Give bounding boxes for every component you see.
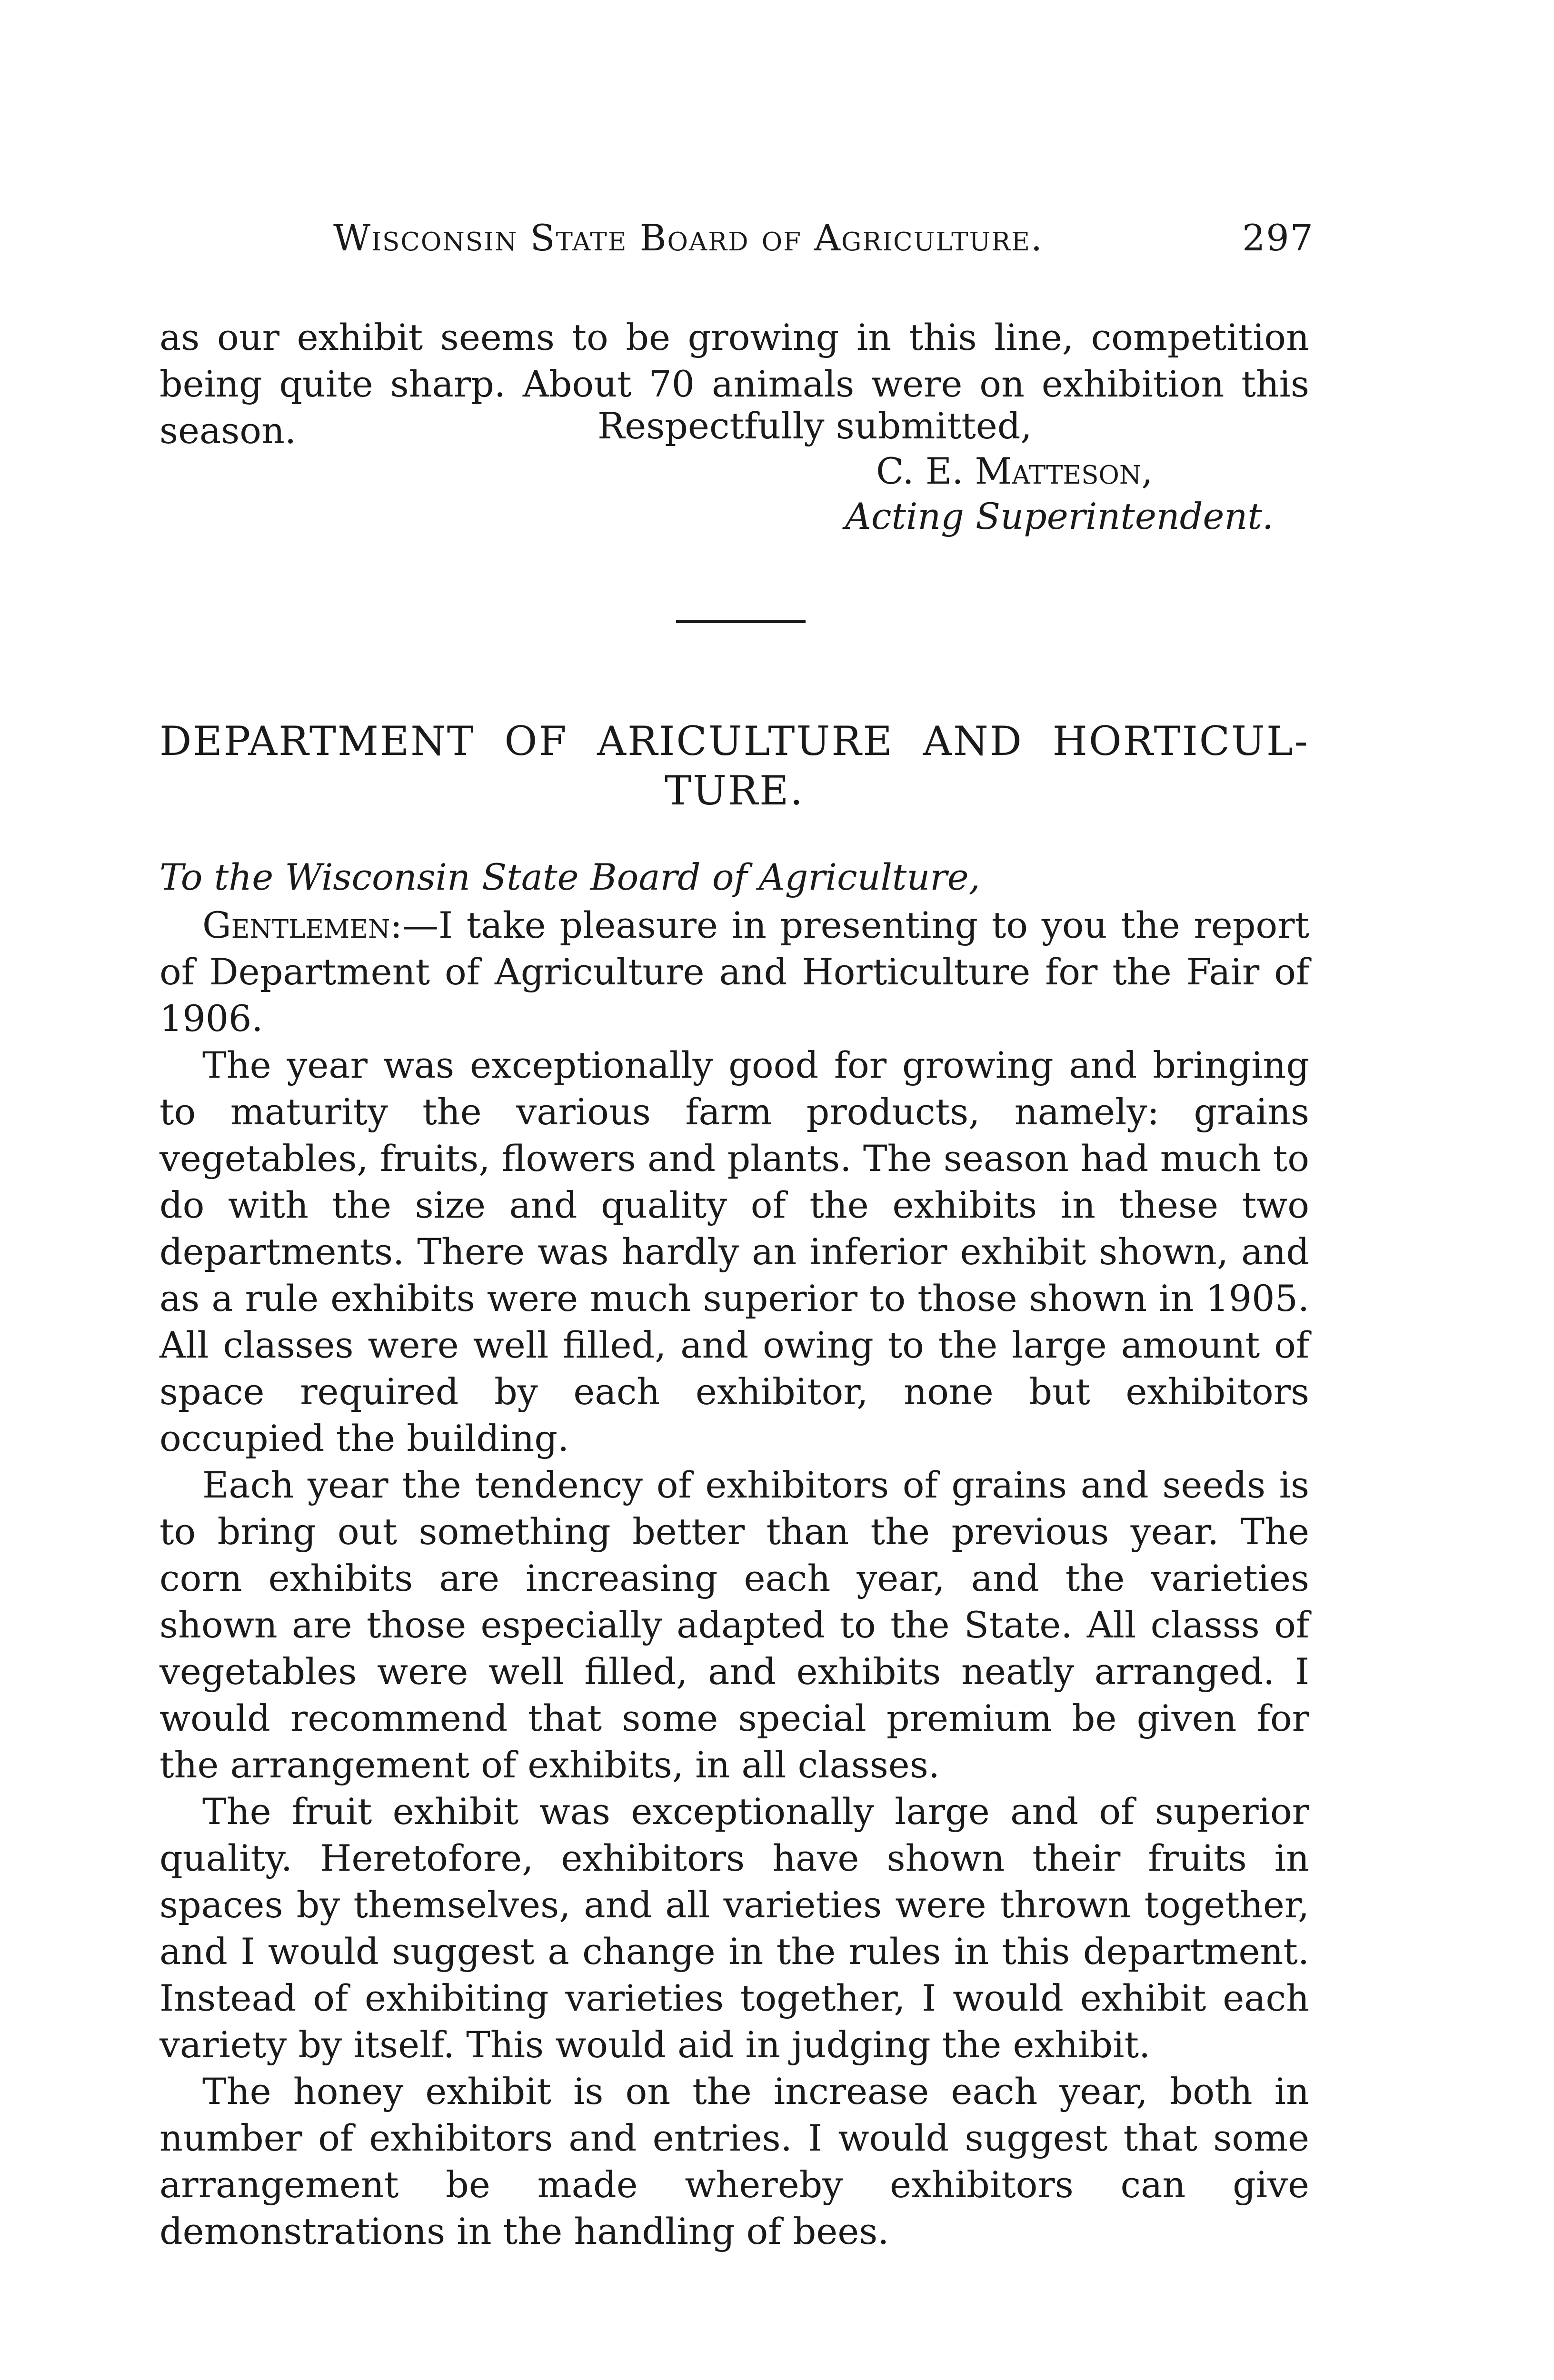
- signature-closing: Respectfully submitted,: [598, 405, 1032, 447]
- signature-name: C. E. Matteson,: [876, 450, 1153, 492]
- section-heading-line-2: TURE.: [664, 767, 805, 814]
- paragraph-4: The fruit exhibit was exceptionally large and of superior quality. Heretofore, exhibitors have shown their fruits in spaces by themselves, and all varieties were thrown together, and I would suggest a change in the rules in this department. Instead of exhibiting varieties together, I would exhibit each variety by itself. This would aid in judging the exhibit.: [159, 1790, 1309, 2066]
- running-head-title: Wisconsin State Board of Agriculture.: [333, 217, 1044, 259]
- intro-paragraph: as our exhibit seems to be growing in this line, competition being quite sharp. About 70 animals were on exhibition this season.: [159, 316, 1309, 452]
- paragraph-1: [159, 902, 1309, 1042]
- paragraph-3: Each year the tendency of exhibitors of grains and seeds is to bring out something better than the previous year. The corn exhibits are increasing each year, and the varieties shown are those especially adapted to the State. All classs of vegetables were well filled, and exhibits neatly arranged. I would recommend that some special premium be given for the arrangement of exhibits, in all classes.: [159, 1464, 1309, 1786]
- report-body: [159, 902, 1309, 2255]
- page-number: 297: [1242, 217, 1314, 259]
- signature-title: Acting Superintendent.: [845, 495, 1274, 537]
- paragraph-2: The year was exceptionally good for growing and bringing to maturity the various farm products, namely: grains vegetables, fruits, flowers and plants. The season had much to do with the size and quality of the exhibits in these two departments. There was hardly an inferior exhibit shown, and as a rule exhibits were much superior to those shown in 1905. All classes were well filled, and owing to the large amount of space required by each exhibitor, none but exhibitors occupied the building.: [159, 1044, 1309, 1459]
- greeting: Gentlemen: [202, 904, 390, 946]
- paragraph-5: The honey exhibit is on the increase each year, both in number of exhibitors and entries. I would suggest that some arrangement be made whereby exhibitors can give demonstrations in the handling of bees.: [159, 2070, 1309, 2252]
- section-heading-line-1: DEPARTMENT OF ARICULTURE AND HORTICUL-: [159, 718, 1309, 764]
- paragraph-1-text: :—I take pleasure in presenting to you the report of Department of Agriculture and Horticulture for the Fair of 1906.: [159, 904, 1309, 1040]
- salutation: To the Wisconsin State Board of Agriculture,: [159, 856, 980, 898]
- section-divider: [676, 620, 806, 623]
- section-heading: [159, 716, 1309, 815]
- running-head: [333, 217, 1314, 269]
